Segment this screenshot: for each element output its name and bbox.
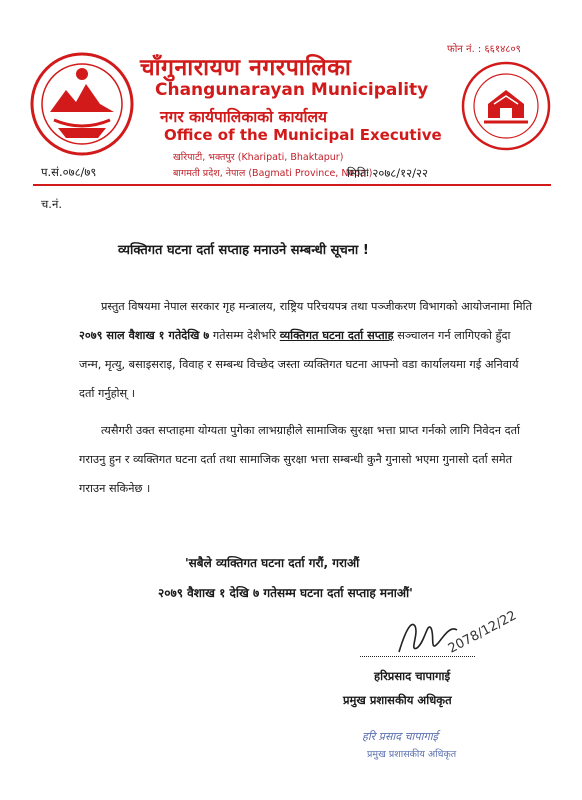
paragraph-1-date-range: २०७९ साल वैशाख १ गतेदेखि ७ xyxy=(79,329,210,342)
signer-designation: प्रमुख प्रशासकीय अधिकृत xyxy=(343,693,452,707)
stamp-name: हरि प्रसाद चापागाई xyxy=(362,730,438,743)
paragraph-1-text-e: सञ्चालन गर्न लागिएको हुँदा जन्म, मृत्यु, बसाइसराइ, विवाह र सम्बन्ध विच्छेद जस्ता व्यक्तिगत घटना आफ्नो वडा कार्यालयमा गई अनिवार्य दर्ता गर्नुहोस् । xyxy=(79,329,519,400)
signer-name: हरिप्रसाद चापागाई xyxy=(374,669,451,683)
reference-number: प.सं.०७८/७९ xyxy=(41,165,97,179)
signature-date: 2078/12/22 xyxy=(445,608,520,657)
dispatch-number-label: च.नं. xyxy=(41,197,62,211)
signature-line xyxy=(360,656,475,657)
temple-seal-logo xyxy=(460,60,552,152)
office-name-english: Office of the Municipal Executive xyxy=(164,126,442,144)
address-line-1: खरिपाटी, भक्तपुर (Kharipati, Bhaktapur) xyxy=(173,152,344,163)
stamp-designation: प्रमुख प्रशासकीय अधिकृत xyxy=(367,749,457,760)
paragraph-2: त्यसैगरी उक्त सप्ताहमा योग्यता पुगेका लाभग्राहीले सामाजिक सुरक्षा भत्ता प्राप्त गर्नको लागि निवेदन दर्ता गराउनु हुन र व्यक्तिगत घटना दर्ता तथा सामाजिक सुरक्षा भत्ता सम्बन्धी कुनै गुनासो भएमा गुनासो दर्ता समेत गराउन सकिनेछ । xyxy=(79,424,520,495)
letter-date: मितिः २०७८/१२/२२ xyxy=(347,166,428,180)
slogan-line-1: 'सबैले व्यक्तिगत घटना दर्ता गरौं, गराऔं xyxy=(185,556,360,570)
paragraph-1-event-name: व्यक्तिगत घटना दर्ता सप्ताह xyxy=(279,329,394,342)
notice-heading: व्यक्तिगत घटना दर्ता सप्ताह मनाउने सम्बन्धी सूचना ! xyxy=(118,243,369,258)
office-name-nepali: नगर कार्यपालिकाको कार्यालय xyxy=(160,108,327,126)
paragraph-1-text-a: प्रस्तुत विषयमा नेपाल सरकार गृह मन्त्रालय, राष्ट्रिय परिचयपत्र तथा पञ्जीकरण विभागको आयोजनामा मिति xyxy=(101,300,533,313)
letterhead-divider xyxy=(33,184,551,186)
phone-number: फोन नं. : ६६१४८०९ xyxy=(447,44,521,55)
municipality-emblem-logo xyxy=(28,50,136,158)
municipality-name-nepali: चाँगुनारायण नगरपालिका xyxy=(140,55,352,81)
slogan-line-2: २०७९ वैशाख १ देखि ७ गतेसम्म घटना दर्ता सप्ताह मनाऔं' xyxy=(158,586,413,600)
municipality-name-english: Changunarayan Municipality xyxy=(155,80,429,100)
paragraph-1 xyxy=(79,292,534,408)
address-line-2: बागमती प्रदेश, नेपाल (Bagmati Province, Nepal) xyxy=(173,168,373,179)
paragraph-1-text-c: गतेसम्म देशैभरि xyxy=(209,329,280,342)
